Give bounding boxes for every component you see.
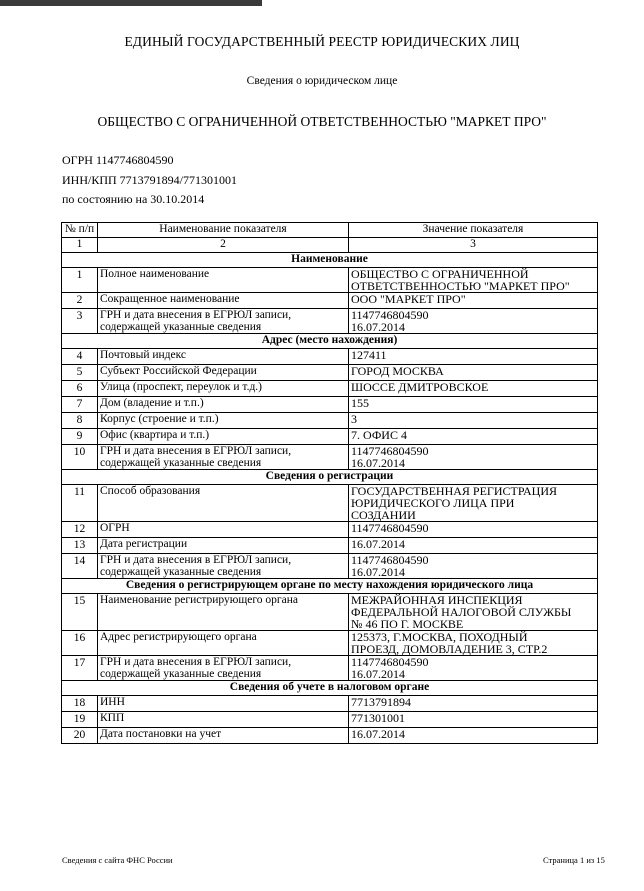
- row-number: 5: [62, 365, 98, 381]
- table-row: [62, 445, 598, 470]
- indicator-value-line: 16.07.2014: [351, 727, 405, 741]
- section-header-row: [62, 681, 598, 696]
- indicator-value-cell: [349, 728, 598, 744]
- table-row: [62, 728, 598, 744]
- indicator-name-line: Почтовый индекс: [100, 349, 187, 361]
- row-number: 12: [62, 522, 98, 538]
- indicator-value-line: 1147746804590: [351, 521, 429, 535]
- row-number: 20: [62, 728, 98, 744]
- indicator-name-cell: [98, 538, 349, 554]
- indicator-value-line: 16.07.2014: [351, 667, 405, 681]
- table-row: [62, 429, 598, 445]
- indicator-value-line: 127411: [351, 348, 387, 362]
- indicator-name-cell: [98, 429, 349, 445]
- indicator-name-line: Наименование регистрирующего органа: [100, 594, 298, 606]
- indicator-name-cell: [98, 485, 349, 522]
- indicator-name-cell: [98, 413, 349, 429]
- indicator-value-line: 1147746804590: [351, 655, 429, 669]
- indicator-name-line: ИНН: [100, 696, 125, 708]
- indicator-name-line: содержащей указанные сведения: [100, 321, 262, 333]
- table-row: [62, 485, 598, 522]
- company-name-heading: ОБЩЕСТВО С ОГРАНИЧЕННОЙ ОТВЕТСТВЕННОСТЬЮ "МАРКЕТ ПРО": [97, 114, 547, 129]
- section-title: Сведения об учете в налоговом органе: [62, 681, 598, 696]
- footer-source: Сведения с сайта ФНС России: [62, 855, 173, 865]
- section-header-row: [62, 334, 598, 349]
- row-number: 17: [62, 656, 98, 681]
- inn-kpp-line: ИНН/КПП 7713791894/771301001: [62, 173, 238, 187]
- indicator-value-line: 7. ОФИС 4: [351, 428, 407, 442]
- indicator-name-line: Субъект Российской Федерации: [100, 365, 257, 377]
- indicator-name-line: Способ образования: [100, 485, 201, 497]
- indicator-value-cell: [349, 445, 598, 470]
- indicator-name-cell: [98, 554, 349, 579]
- table-row: [62, 293, 598, 309]
- row-number: 4: [62, 349, 98, 365]
- row-number: 13: [62, 538, 98, 554]
- indicator-value-cell: [349, 631, 598, 656]
- indicator-value-cell: [349, 696, 598, 712]
- row-number: 14: [62, 554, 98, 579]
- row-number: 19: [62, 712, 98, 728]
- indicator-value-cell: [349, 712, 598, 728]
- indicator-name-cell: [98, 445, 349, 470]
- indicator-value-line: ЮРИДИЧЕСКОГО ЛИЦА ПРИ: [351, 496, 515, 510]
- row-number: 8: [62, 413, 98, 429]
- section-title: Сведения о регистрации: [62, 470, 598, 485]
- indicator-value-line: СОЗДАНИИ: [351, 508, 416, 522]
- row-number: 16: [62, 631, 98, 656]
- register-table-body: [62, 223, 598, 744]
- table-row: [62, 397, 598, 413]
- indicator-value-line: ФЕДЕРАЛЬНОЙ НАЛОГОВОЙ СЛУЖБЫ: [351, 605, 572, 619]
- indicator-value-line: 771301001: [351, 711, 405, 725]
- column-header-number: № п/п: [62, 223, 98, 238]
- indicator-value-cell: [349, 349, 598, 365]
- indicator-value-line: 16.07.2014: [351, 320, 405, 334]
- indicator-value-line: 125373, Г.МОСКВА, ПОХОДНЫЙ: [351, 630, 528, 644]
- indicator-name-line: Дата регистрации: [100, 538, 188, 550]
- table-row: [62, 365, 598, 381]
- section-header-row: [62, 579, 598, 594]
- indicator-value-line: ОТВЕТСТВЕННОСТЬЮ "МАРКЕТ ПРО": [351, 279, 570, 293]
- indicator-value-line: 1147746804590: [351, 308, 429, 322]
- indicator-value-line: ГОСУДАРСТВЕННАЯ РЕГИСТРАЦИЯ: [351, 484, 558, 498]
- table-header-row: [62, 223, 598, 238]
- indicator-name-line: Улица (проспект, переулок и т.д.): [100, 381, 262, 393]
- indicator-name-cell: [98, 293, 349, 309]
- indicator-name-cell: [98, 696, 349, 712]
- indicator-name-line: содержащей указанные сведения: [100, 566, 262, 578]
- indicator-name-cell: [98, 522, 349, 538]
- row-number: 1: [62, 268, 98, 293]
- table-row: [62, 309, 598, 334]
- indicator-name-cell: [98, 349, 349, 365]
- table-column-number-row: [62, 238, 598, 253]
- indicator-value-cell: [349, 538, 598, 554]
- table-row: [62, 349, 598, 365]
- indicator-name-cell: [98, 397, 349, 413]
- table-row: [62, 656, 598, 681]
- indicator-value-cell: [349, 594, 598, 631]
- indicator-name-cell: [98, 631, 349, 656]
- column-number-1: 1: [62, 238, 98, 253]
- indicator-value-line: 16.07.2014: [351, 456, 405, 470]
- indicator-name-line: Офис (квартира и т.п.): [100, 429, 210, 441]
- indicator-value-line: 1147746804590: [351, 553, 429, 567]
- row-number: 2: [62, 293, 98, 309]
- indicator-name-cell: [98, 268, 349, 293]
- indicator-name-line: Полное наименование: [100, 268, 210, 280]
- indicator-value-line: № 46 ПО Г. МОСКВЕ: [351, 617, 464, 631]
- indicator-name-line: ОГРН: [100, 522, 130, 534]
- section-title: Сведения о регистрирующем органе по месту нахождения юридического лица: [62, 579, 598, 594]
- indicator-name-cell: [98, 309, 349, 334]
- column-header-indicator: Наименование показателя: [98, 223, 349, 238]
- indicator-name-cell: [98, 656, 349, 681]
- table-row: [62, 381, 598, 397]
- indicator-name-cell: [98, 365, 349, 381]
- section-header-row: [62, 253, 598, 268]
- table-row: [62, 413, 598, 429]
- register-table: [61, 222, 598, 744]
- as-of-date-line: по состоянию на 30.10.2014: [62, 192, 205, 206]
- indicator-value-cell: [349, 268, 598, 293]
- indicator-value-line: ПРОЕЗД, ДОМОВЛАДЕНИЕ 3, СТР.2: [351, 642, 548, 656]
- row-number: 9: [62, 429, 98, 445]
- indicator-value-cell: [349, 522, 598, 538]
- indicator-name-cell: [98, 381, 349, 397]
- row-number: 6: [62, 381, 98, 397]
- indicator-value-cell: [349, 656, 598, 681]
- indicator-name-line: Дата постановки на учет: [100, 728, 222, 740]
- table-row: [62, 268, 598, 293]
- indicator-value-cell: [349, 413, 598, 429]
- ogrn-line: ОГРН 1147746804590: [62, 153, 174, 167]
- column-number-2: 2: [98, 238, 349, 253]
- section-title: Наименование: [62, 253, 598, 268]
- indicator-value-cell: [349, 309, 598, 334]
- indicator-value-line: МЕЖРАЙОННАЯ ИНСПЕКЦИЯ: [351, 593, 523, 607]
- indicator-value-line: 16.07.2014: [351, 537, 405, 551]
- indicator-name-line: Корпус (строение и т.п.): [100, 413, 219, 425]
- table-row: [62, 712, 598, 728]
- indicator-name-line: ГРН и дата внесения в ЕГРЮЛ записи,: [100, 554, 292, 566]
- indicator-value-cell: [349, 554, 598, 579]
- indicator-value-line: ОБЩЕСТВО С ОГРАНИЧЕННОЙ: [351, 267, 529, 281]
- column-header-value: Значение показателя: [349, 223, 598, 238]
- document-subtitle: Сведения о юридическом лице: [246, 75, 398, 87]
- document-title: ЕДИНЫЙ ГОСУДАРСТВЕННЫЙ РЕЕСТР ЮРИДИЧЕСКИХ ЛИЦ: [124, 34, 520, 49]
- indicator-value-cell: [349, 381, 598, 397]
- table-row: [62, 631, 598, 656]
- indicator-value-line: 7713791894: [351, 695, 411, 709]
- indicator-name-line: содержащей указанные сведения: [100, 668, 262, 680]
- section-title: Адрес (место нахождения): [62, 334, 598, 349]
- indicator-value-line: ГОРОД МОСКВА: [351, 364, 444, 378]
- indicator-name-line: ГРН и дата внесения в ЕГРЮЛ записи,: [100, 309, 292, 321]
- indicator-value-line: ООО "МАРКЕТ ПРО": [351, 292, 466, 306]
- table-row: [62, 554, 598, 579]
- indicator-name-cell: [98, 712, 349, 728]
- indicator-value-line: 3: [351, 412, 357, 426]
- indicator-value-cell: [349, 365, 598, 381]
- indicator-name-line: КПП: [100, 712, 125, 724]
- row-number: 15: [62, 594, 98, 631]
- footer-page-number: Страница 1 из 15: [543, 855, 605, 865]
- indicator-value-cell: [349, 485, 598, 522]
- indicator-value-cell: [349, 429, 598, 445]
- section-header-row: [62, 470, 598, 485]
- indicator-name-line: ГРН и дата внесения в ЕГРЮЛ записи,: [100, 656, 292, 668]
- row-number: 7: [62, 397, 98, 413]
- indicator-value-line: 155: [351, 396, 369, 410]
- indicator-name-line: ГРН и дата внесения в ЕГРЮЛ записи,: [100, 445, 292, 457]
- column-number-3: 3: [349, 238, 598, 253]
- table-row: [62, 696, 598, 712]
- indicator-value-line: 16.07.2014: [351, 565, 405, 579]
- indicator-value-cell: [349, 293, 598, 309]
- row-number: 18: [62, 696, 98, 712]
- row-number: 3: [62, 309, 98, 334]
- indicator-value-cell: [349, 397, 598, 413]
- row-number: 10: [62, 445, 98, 470]
- table-row: [62, 522, 598, 538]
- indicator-name-line: Дом (владение и т.п.): [100, 397, 204, 409]
- indicator-name-line: Адрес регистрирующего органа: [100, 631, 257, 643]
- indicator-value-line: 1147746804590: [351, 444, 429, 458]
- table-row: [62, 538, 598, 554]
- table-row: [62, 594, 598, 631]
- indicator-name-line: содержащей указанные сведения: [100, 457, 262, 469]
- indicator-name-line: Сокращенное наименование: [100, 293, 240, 305]
- page-edge-shadow: [0, 0, 262, 6]
- indicator-name-cell: [98, 728, 349, 744]
- indicator-value-line: ШОССЕ ДМИТРОВСКОЕ: [351, 380, 489, 394]
- row-number: 11: [62, 485, 98, 522]
- indicator-name-cell: [98, 594, 349, 631]
